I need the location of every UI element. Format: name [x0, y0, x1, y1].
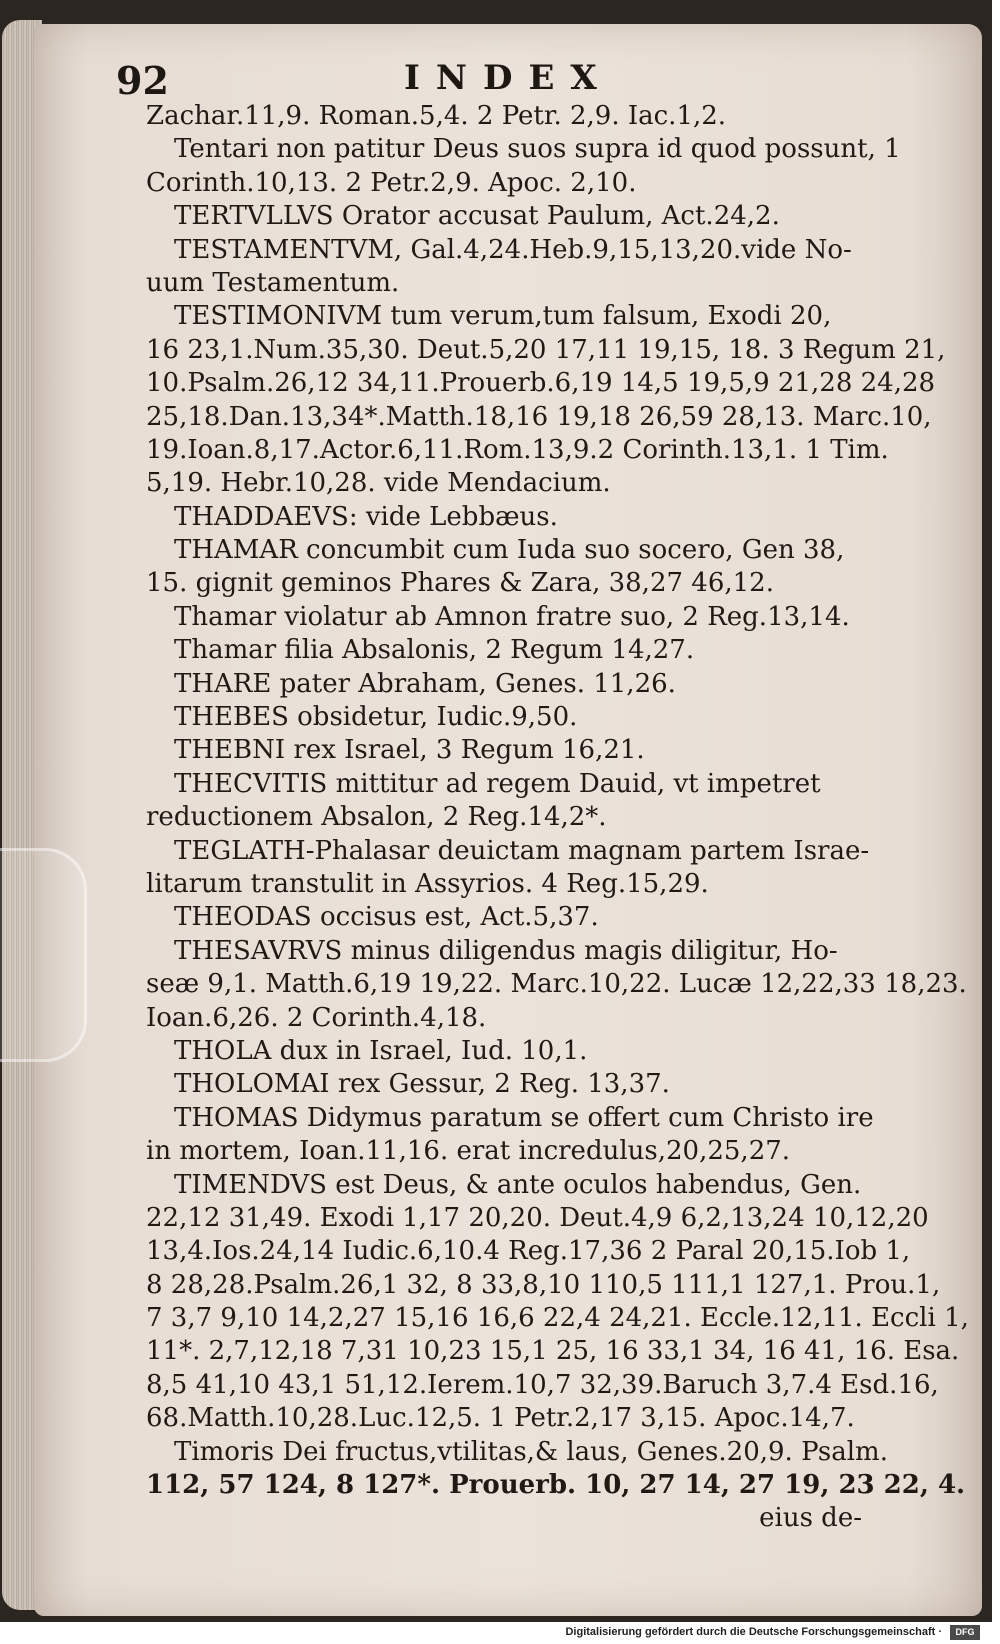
index-line: eius de- [759, 1503, 862, 1534]
page-clip [0, 848, 87, 1062]
index-line: 10.Psalm.26,12 34,11.Prouerb.6,19 14,5 19,5,9 21,28 24,28 [146, 368, 936, 399]
index-line: 25,18.Dan.13,34*.Matth.18,16 19,18 26,59 28,13. Marc.10, [146, 401, 932, 432]
index-line: 7 3,7 9,10 14,2,27 15,16 16,6 22,4 24,21. Eccle.12,11. Eccli 1, [146, 1303, 969, 1334]
index-line: 68.Matth.10,28.Luc.12,5. 1 Petr.2,17 3,15. Apoc.14,7. [146, 1403, 855, 1434]
index-line: 112, 57 124, 8 127*. Prouerb. 10, 27 14, 27 19, 23 22, 4. [146, 1470, 966, 1501]
index-line: Thamar violatur ab Amnon fratre suo, 2 Reg.13,14. [174, 601, 850, 632]
index-line: Timoris Dei fructus,vtilitas,& laus, Genes.20,9. Psalm. [174, 1436, 888, 1467]
page-number: 92 [116, 58, 169, 103]
index-line: THOMAS Didymus paratum se offert cum Christo ire [174, 1102, 874, 1133]
footer-bar [0, 1622, 1000, 1644]
index-line: TIMENDVS est Deus, & ante oculos habendus, Gen. [174, 1169, 862, 1200]
index-line: 11*. 2,7,12,18 7,31 10,23 15,1 25, 16 33,1 34, 16 41, 16. Esa. [146, 1336, 960, 1367]
index-line: TESTAMENTVM, Gal.4,24.Heb.9,15,13,20.vide No- [174, 234, 852, 265]
index-line: TESTIMONIVM tum verum,tum falsum, Exodi 20, [174, 301, 832, 332]
index-line: 19.Ioan.8,17.Actor.6,11.Rom.13,9.2 Corinth.13,1. 1 Tim. [146, 434, 889, 465]
index-line: THEBNI rex Israel, 3 Regum 16,21. [174, 735, 645, 766]
index-line: Zachar.11,9. Roman.5,4. 2 Petr. 2,9. Iac.1,2. [146, 101, 727, 131]
index-line: reductionem Absalon, 2 Reg.14,2*. [146, 802, 607, 833]
index-text-body [146, 100, 969, 1536]
index-line: THECVITIS mittitur ad regem Dauid, vt impetret [174, 768, 821, 799]
index-line: in mortem, Ioan.11,16. erat incredulus,20,25,27. [146, 1136, 791, 1167]
index-line: THOLOMAI rex Gessur, 2 Reg. 13,37. [174, 1069, 670, 1100]
index-line: Thamar filia Absalonis, 2 Regum 14,27. [174, 635, 695, 666]
running-head: INDEX [404, 58, 613, 98]
index-line: seæ 9,1. Matth.6,19 19,22. Marc.10,22. Lucæ 12,22,33 18,23. [146, 969, 967, 1000]
index-line: 22,12 31,49. Exodi 1,17 20,20. Deut.4,9 6,2,13,24 10,12,20 [146, 1202, 929, 1233]
index-line: THEBES obsidetur, Iudic.9,50. [174, 702, 578, 733]
index-line: 8,5 41,10 43,1 51,12.Ierem.10,7 32,39.Baruch 3,7.4 Esd.16, [146, 1369, 939, 1400]
index-line: TERTVLLVS Orator accusat Paulum, Act.24,2. [174, 201, 780, 232]
index-line: THESAVRVS minus diligendus magis diligitur, Ho- [174, 935, 838, 966]
index-line: THARE pater Abraham, Genes. 11,26. [174, 668, 676, 699]
index-line: TEGLATH-Phalasar deuictam magnam partem Israe- [174, 835, 870, 866]
index-line: THEODAS occisus est, Act.5,37. [174, 902, 599, 933]
footer-credit: Digitalisierung gefördert durch die Deutsche Forschungsgemeinschaft · [565, 1626, 942, 1638]
index-line: THOLA dux in Israel, Iud. 10,1. [174, 1035, 588, 1066]
index-line: THADDAEVS: vide Lebbæus. [174, 501, 558, 532]
index-line: 15. gignit geminos Phares & Zara, 38,27 46,12. [146, 568, 774, 599]
index-line: 16 23,1.Num.35,30. Deut.5,20 17,11 19,15, 18. 3 Regum 21, [146, 334, 946, 365]
index-line: Tentari non patitur Deus suos supra id quod possunt, 1 [174, 134, 901, 165]
index-line: THAMAR concumbit cum Iuda suo socero, Gen 38, [174, 535, 845, 566]
index-line: 5,19. Hebr.10,28. vide Mendacium. [146, 468, 611, 499]
index-line: Corinth.10,13. 2 Petr.2,9. Apoc. 2,10. [146, 167, 637, 198]
index-line: 13,4.Ios.24,14 Iudic.6,10.4 Reg.17,36 2 Paral 20,15.Iob 1, [146, 1236, 911, 1267]
index-line: uum Testamentum. [146, 267, 400, 298]
index-line: Ioan.6,26. 2 Corinth.4,18. [146, 1002, 487, 1033]
dfg-logo-icon: DFG [950, 1625, 980, 1640]
index-line: litarum transtulit in Assyrios. 4 Reg.15,29. [146, 868, 709, 899]
index-line: 8 28,28.Psalm.26,1 32, 8 33,8,10 110,5 111,1 127,1. Prou.1, [146, 1269, 941, 1300]
